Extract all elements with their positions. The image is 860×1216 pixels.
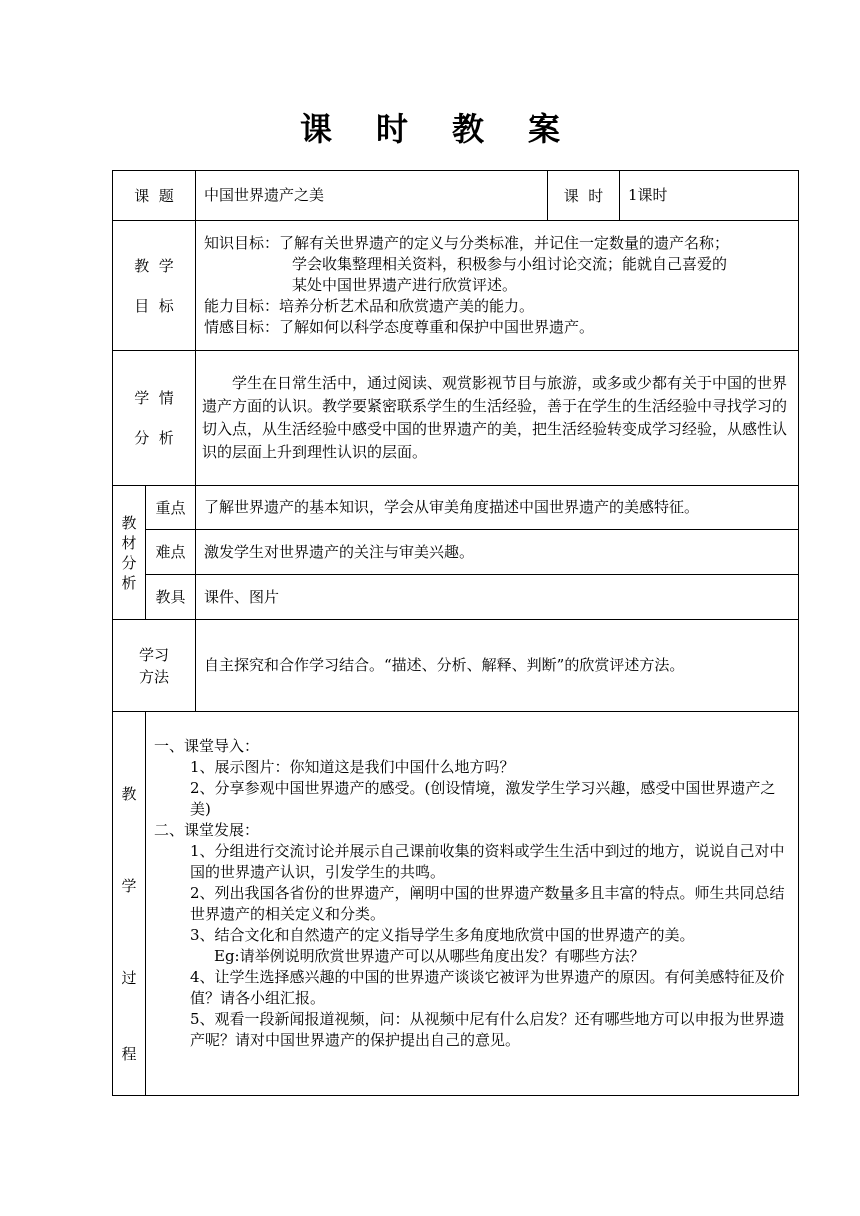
goals-row	[113, 221, 799, 351]
situation-label	[113, 351, 196, 486]
process-row	[113, 712, 799, 1096]
topic-row	[113, 171, 799, 221]
list-item: 1、分组进行交流讨论并展示自己课前收集的资料或学生生活中到过的地方，说说自己对中国的世界遗产认识，引发学生的共鸣。	[190, 842, 785, 881]
process-label-char: 过	[121, 969, 137, 987]
title-char: 教	[452, 110, 485, 148]
difficulty-text: 激发学生对世界遗产的关注与审美兴趣。	[196, 530, 799, 575]
hours-value: 1课时	[620, 171, 799, 221]
material-label-char: 材	[121, 533, 137, 552]
method-label-line: 学习	[139, 645, 170, 664]
situation-row	[113, 351, 799, 486]
title-char: 案	[528, 110, 561, 148]
knowledge-goal-line: 某处中国世界遗产进行欣赏评述。	[292, 276, 518, 294]
ability-goal: 能力目标：培养分析艺术品和欣赏遗产美的能力。	[204, 297, 535, 315]
section-heading: 二、课堂发展：	[154, 821, 260, 839]
lesson-plan-table	[112, 170, 799, 1096]
topic-value: 中国世界遗产之美	[196, 171, 548, 221]
goals-content	[196, 221, 799, 351]
method-label	[113, 620, 196, 712]
hours-label: 课 时	[548, 171, 620, 221]
material-difficulty-row	[113, 530, 799, 575]
process-label	[113, 712, 146, 1096]
title-char: 课	[299, 110, 332, 148]
tools-text: 课件、图片	[196, 575, 799, 620]
method-row	[113, 620, 799, 712]
process-label-char: 学	[121, 877, 137, 895]
key-text: 了解世界遗产的基本知识，学会从审美角度描述中国世界遗产的美感特征。	[196, 486, 799, 530]
process-label-char: 程	[121, 1045, 137, 1063]
situation-label-line: 学 情	[134, 389, 174, 407]
method-text: 自主探究和合作学习结合。“描述、分析、解释、判断”的欣赏评述方法。	[196, 620, 799, 712]
material-label-char: 分	[121, 553, 137, 572]
topic-label: 课 题	[113, 171, 196, 221]
goals-label	[113, 221, 196, 351]
material-label-char: 教	[121, 513, 137, 532]
goals-label-line: 教 学	[134, 256, 174, 275]
tools-label: 教具	[146, 575, 196, 620]
material-tools-row	[113, 575, 799, 620]
list-item: 2、分享参观中国世界遗产的感受。(创设情境，激发学生学习兴趣，感受中国世界遗产之美)	[190, 779, 776, 818]
list-item: 3、结合文化和自然遗产的定义指导学生多角度地欣赏中国的世界遗产的美。	[190, 926, 695, 944]
process-content	[146, 712, 799, 1096]
title-char: 时	[375, 110, 408, 148]
material-label	[113, 486, 146, 620]
material-label-char: 析	[121, 573, 137, 592]
situation-content	[196, 351, 799, 486]
list-item: 1、展示图片：你知道这是我们中国什么地方吗？	[190, 758, 515, 776]
list-item-example: Eg:请举例说明欣赏世界遗产可以从哪些角度出发？有哪些方法？	[214, 947, 645, 965]
knowledge-goal-line: 学会收集整理相关资料，积极参与小组讨论交流；能就自己喜爱的	[292, 255, 728, 273]
goals-label-line: 目 标	[134, 296, 174, 315]
material-key-row	[113, 486, 799, 530]
list-item: 5、观看一段新闻报道视频，问：从视频中尼有什么启发？还有哪些地方可以申报为世界遗产呢？请对中国世界遗产的保护提出自己的意见。	[190, 1010, 785, 1049]
situation-label-line: 分 析	[134, 429, 174, 447]
situation-text: 学生在日常生活中，通过阅读、观赏影视节目与旅游，或多或少都有关于中国的世界遗产方面的认识。教学要紧密联系学生的生活经验，善于在学生的生活经验中寻找学习的切入点，从生活经验中感受中国的世界遗产的美，把生活经验转变成学习经验，从感性认识的层面上升到理性认识的层面。	[202, 374, 788, 461]
list-item: 2、列出我国各省份的世界遗产，阐明中国的世界遗产数量多且丰富的特点。师生共同总结世界遗产的相关定义和分类。	[190, 884, 785, 923]
page-title	[0, 104, 860, 150]
difficulty-label: 难点	[146, 530, 196, 575]
knowledge-goal-line: 知识目标：了解有关世界遗产的定义与分类标准，并记住一定数量的遗产名称；	[204, 234, 730, 252]
emotion-goal: 情感目标：了解如何以科学态度尊重和保护中国世界遗产。	[204, 318, 595, 336]
key-label: 重点	[146, 486, 196, 530]
section-heading: 一、课堂导入：	[154, 737, 260, 755]
process-label-char: 教	[121, 785, 137, 803]
method-label-line: 方法	[139, 667, 170, 686]
list-item: 4、让学生选择感兴趣的中国的世界遗产谈谈它被评为世界遗产的原因。有何美感特征及价值？请各小组汇报。	[190, 968, 785, 1007]
